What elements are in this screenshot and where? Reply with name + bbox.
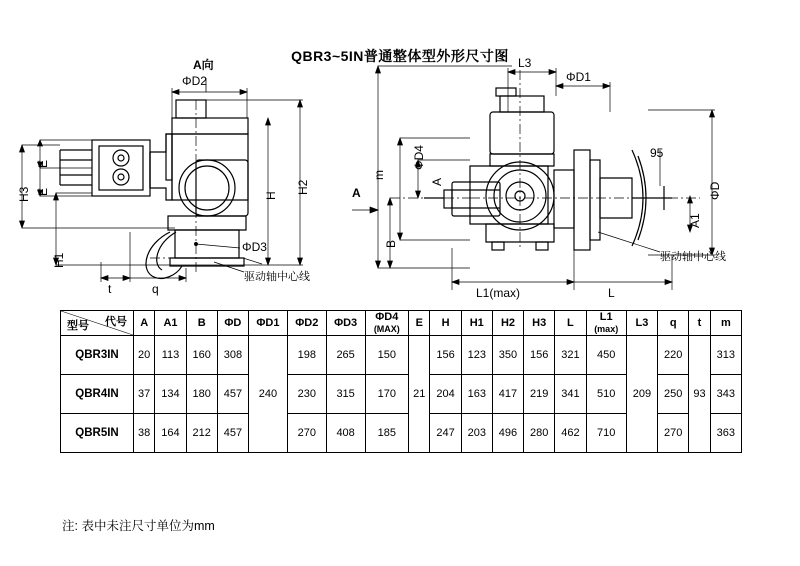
label-phi-d2: ΦD2 <box>182 74 207 88</box>
col-H1: H1 <box>461 311 492 336</box>
label-h: H <box>264 191 278 200</box>
label-a1: A1 <box>688 213 702 228</box>
cell-2-B: 212 <box>186 414 217 453</box>
cell-1-A1: 134 <box>155 375 186 414</box>
label-a-arrow: A <box>352 186 361 200</box>
cell-2-PhiD3: 408 <box>326 414 365 453</box>
label-drive-shaft-centerline-left: 驱动轴中心线 <box>244 271 310 283</box>
col-L3: L3 <box>626 311 657 336</box>
cell-0-A1: 113 <box>155 336 186 375</box>
table-header-row <box>61 311 742 336</box>
col-A: A <box>134 311 155 336</box>
cell-0-PhiD3: 265 <box>326 336 365 375</box>
label-t: t <box>108 282 112 296</box>
cell-2-H3: 280 <box>524 414 555 453</box>
label-b: B <box>384 239 398 248</box>
label-phi-d: ΦD <box>708 181 722 200</box>
label-e-lower: E <box>36 187 50 196</box>
cell-1-H3: 219 <box>524 375 555 414</box>
corner-label-model: 型号 <box>67 320 89 332</box>
label-drive-shaft-centerline-right: 驱动轴中心线 <box>660 251 726 263</box>
cell-1-m: 343 <box>710 375 741 414</box>
cell-1-PhiD: 457 <box>217 375 248 414</box>
cell-1-B: 180 <box>186 375 217 414</box>
label-h3: H3 <box>17 186 31 202</box>
cell-merged-t: 93 <box>689 336 710 453</box>
col-PhiD4-sub: (MAX) <box>373 324 400 334</box>
cell-0-A: 20 <box>134 336 155 375</box>
label-view-a: A向 <box>193 58 214 72</box>
col-L1-sub: (max) <box>594 324 619 334</box>
table-note: 注: 表中未注尺寸单位为mm <box>62 519 215 533</box>
cell-1-PhiD2: 230 <box>287 375 326 414</box>
label-phi-d1: ΦD1 <box>566 70 591 84</box>
col-H3: H3 <box>524 311 555 336</box>
cell-1-q: 250 <box>658 375 689 414</box>
cell-0-B: 160 <box>186 336 217 375</box>
cell-2-H2: 496 <box>492 414 523 453</box>
row-model-1: QBR4IN <box>61 375 134 414</box>
cell-0-L: 321 <box>555 336 586 375</box>
label-phi-d4: ΦD4 <box>412 145 426 170</box>
label-l1-max: L1(max) <box>476 286 521 300</box>
row-model-2: QBR5IN <box>61 414 134 453</box>
cell-0-m: 313 <box>710 336 741 375</box>
col-B: B <box>186 311 217 336</box>
cell-2-L: 462 <box>555 414 586 453</box>
cell-1-H1: 163 <box>461 375 492 414</box>
col-E: E <box>409 311 430 336</box>
cell-2-q: 270 <box>658 414 689 453</box>
table-corner-cell <box>61 311 134 336</box>
cell-0-H3: 156 <box>524 336 555 375</box>
cell-2-H: 247 <box>430 414 461 453</box>
col-m: m <box>710 311 741 336</box>
page-title: QBR3~5IN普通整体型外形尺寸图 <box>291 48 509 64</box>
label-phi-d3: ΦD3 <box>242 240 267 254</box>
col-t: t <box>689 311 710 336</box>
cell-0-L1: 450 <box>586 336 626 375</box>
corner-label-code: 代号 <box>105 316 127 328</box>
cell-2-PhiD2: 270 <box>287 414 326 453</box>
cell-0-PhiD: 308 <box>217 336 248 375</box>
col-H2: H2 <box>492 311 523 336</box>
table-row <box>61 336 742 375</box>
cell-2-m: 363 <box>710 414 741 453</box>
cell-2-PhiD: 457 <box>217 414 248 453</box>
col-L1-main: L1 <box>599 311 613 323</box>
label-e-upper: E <box>36 159 50 168</box>
cell-0-H1: 123 <box>461 336 492 375</box>
col-PhiD2: ΦD2 <box>287 311 326 336</box>
cell-0-H: 156 <box>430 336 461 375</box>
cell-1-PhiD3: 315 <box>326 375 365 414</box>
cell-0-H2: 350 <box>492 336 523 375</box>
label-q: q <box>152 282 159 296</box>
label-m: m <box>372 170 386 180</box>
col-PhiD4-main: ΦD4 <box>375 311 399 323</box>
label-h2: H2 <box>296 179 310 195</box>
label-h1: H1 <box>52 252 66 268</box>
label-l: L <box>608 286 615 300</box>
cell-merged-L3: 209 <box>626 336 657 453</box>
cell-1-H: 204 <box>430 375 461 414</box>
col-PhiD: ΦD <box>217 311 248 336</box>
cell-0-PhiD4: 150 <box>365 336 409 375</box>
col-PhiD3: ΦD3 <box>326 311 365 336</box>
cell-0-q: 220 <box>658 336 689 375</box>
cell-2-A: 38 <box>134 414 155 453</box>
cell-0-PhiD2: 198 <box>287 336 326 375</box>
col-A1: A1 <box>155 311 186 336</box>
dimension-table <box>60 310 742 453</box>
cell-2-A1: 164 <box>155 414 186 453</box>
col-H: H <box>430 311 461 336</box>
cell-1-PhiD4: 170 <box>365 375 409 414</box>
label-a-right: A <box>430 177 444 186</box>
cell-2-PhiD4: 185 <box>365 414 409 453</box>
row-model-0: QBR3IN <box>61 336 134 375</box>
cell-1-L1: 510 <box>586 375 626 414</box>
cell-2-L1: 710 <box>586 414 626 453</box>
cell-2-H1: 203 <box>461 414 492 453</box>
cell-1-L: 341 <box>555 375 586 414</box>
label-l3: L3 <box>518 56 532 70</box>
cell-1-H2: 417 <box>492 375 523 414</box>
col-PhiD1: ΦD1 <box>249 311 288 336</box>
col-L: L <box>555 311 586 336</box>
col-PhiD4 <box>365 311 409 336</box>
cell-merged-E: 21 <box>409 336 430 453</box>
label-95: 95 <box>650 146 664 160</box>
col-L1 <box>586 311 626 336</box>
col-q: q <box>658 311 689 336</box>
cell-1-A: 37 <box>134 375 155 414</box>
cell-merged-PhiD1: 240 <box>249 336 288 453</box>
